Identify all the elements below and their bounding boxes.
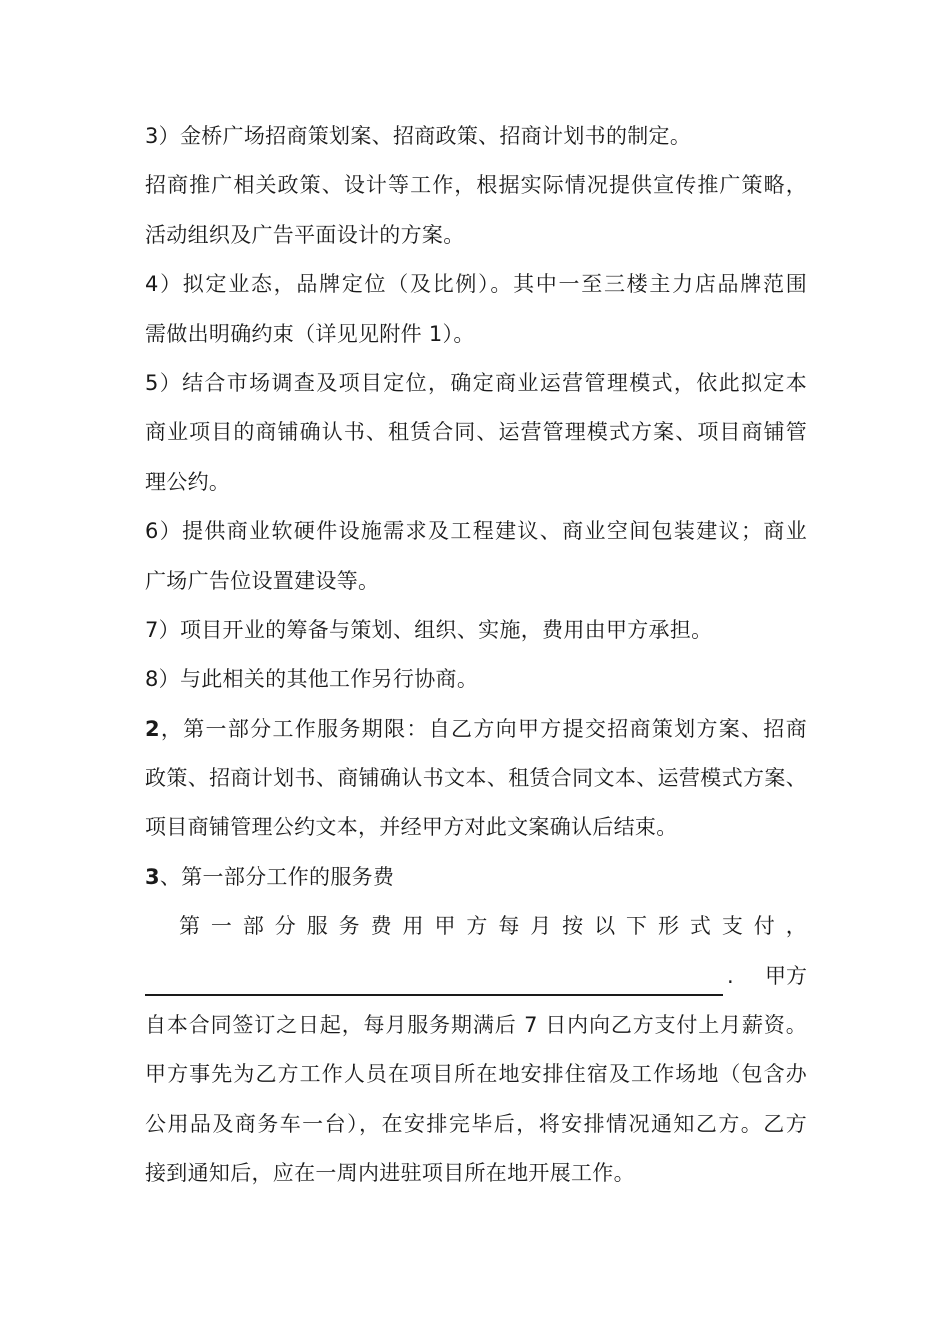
section-3-title: 、第一部分工作的服务费 (159, 864, 395, 889)
fee-line-6: 接到通知后，应在一周内进驻项目所在地开展工作。 (145, 1161, 635, 1186)
item-4-line-2: 需做出明确约束（详见见附件 1）。 (145, 321, 475, 346)
item-6-line-1: 6）提供商业软硬件设施需求及工程建议、商业空间包装建议；商业 (145, 519, 807, 544)
document-page (145, 112, 807, 1199)
item-5-line-2: 商业项目的商铺确认书、租赁合同、运营管理模式方案、项目商铺管 (145, 420, 807, 445)
section-2-line-1 (145, 705, 807, 754)
item-7-text: 7）项目开业的筹备与策划、组织、实施，费用由甲方承担。 (145, 617, 713, 642)
section-2-text: ，第一部分工作服务期限：自乙方向甲方提交招商策划方案、招商 (159, 716, 807, 741)
item-5-line-1: 5）结合市场调查及项目定位，确定商业运营管理模式，依此拟定本 (145, 370, 807, 395)
section-3-number: 3 (145, 864, 160, 889)
promo-text-line-1: 招商推广相关政策、设计等工作，根据实际情况提供宣传推广策略， (145, 173, 807, 198)
fee-line-2-tail: 甲方 (765, 963, 807, 988)
payment-blank-underline (145, 994, 723, 996)
section-2-number: 2 (145, 716, 160, 741)
item-8-text: 8）与此相关的其他工作另行协商。 (145, 667, 479, 692)
fee-line-3: 自本合同签订之日起，每月服务期满后 7 日内向乙方支付上月薪资。 (145, 1013, 807, 1038)
blank-period: . (727, 963, 734, 988)
section-2-line-3: 项目商铺管理公约文本，并经甲方对此文案确认后结束。 (145, 815, 678, 840)
fee-line-4: 甲方事先为乙方工作人员在项目所在地安排住宿及工作场地（包含办 (145, 1062, 807, 1087)
item-5-line-3: 理公约。 (145, 469, 231, 494)
fee-line-5: 公用品及商务车一台），在安排完毕后，将安排情况通知乙方。乙方 (145, 1111, 807, 1136)
fee-line-1: 第一部分服务费用甲方每月按以下形式支付， (179, 914, 807, 939)
promo-text-line-2: 活动组织及广告平面设计的方案。 (145, 222, 465, 247)
item-6-line-2: 广场广告位设置建设等。 (145, 568, 380, 593)
section-2-line-2: 政策、招商计划书、商铺确认书文本、租赁合同文本、运营模式方案、 (145, 766, 807, 791)
item-3-text: 3）金桥广场招商策划案、招商政策、招商计划书的制定。 (145, 124, 692, 148)
item-4-line-1: 4）拟定业态，品牌定位（及比例）。其中一至三楼主力店品牌范围 (145, 272, 807, 297)
fee-blank-row (145, 952, 807, 1001)
section-3-heading (145, 853, 807, 902)
